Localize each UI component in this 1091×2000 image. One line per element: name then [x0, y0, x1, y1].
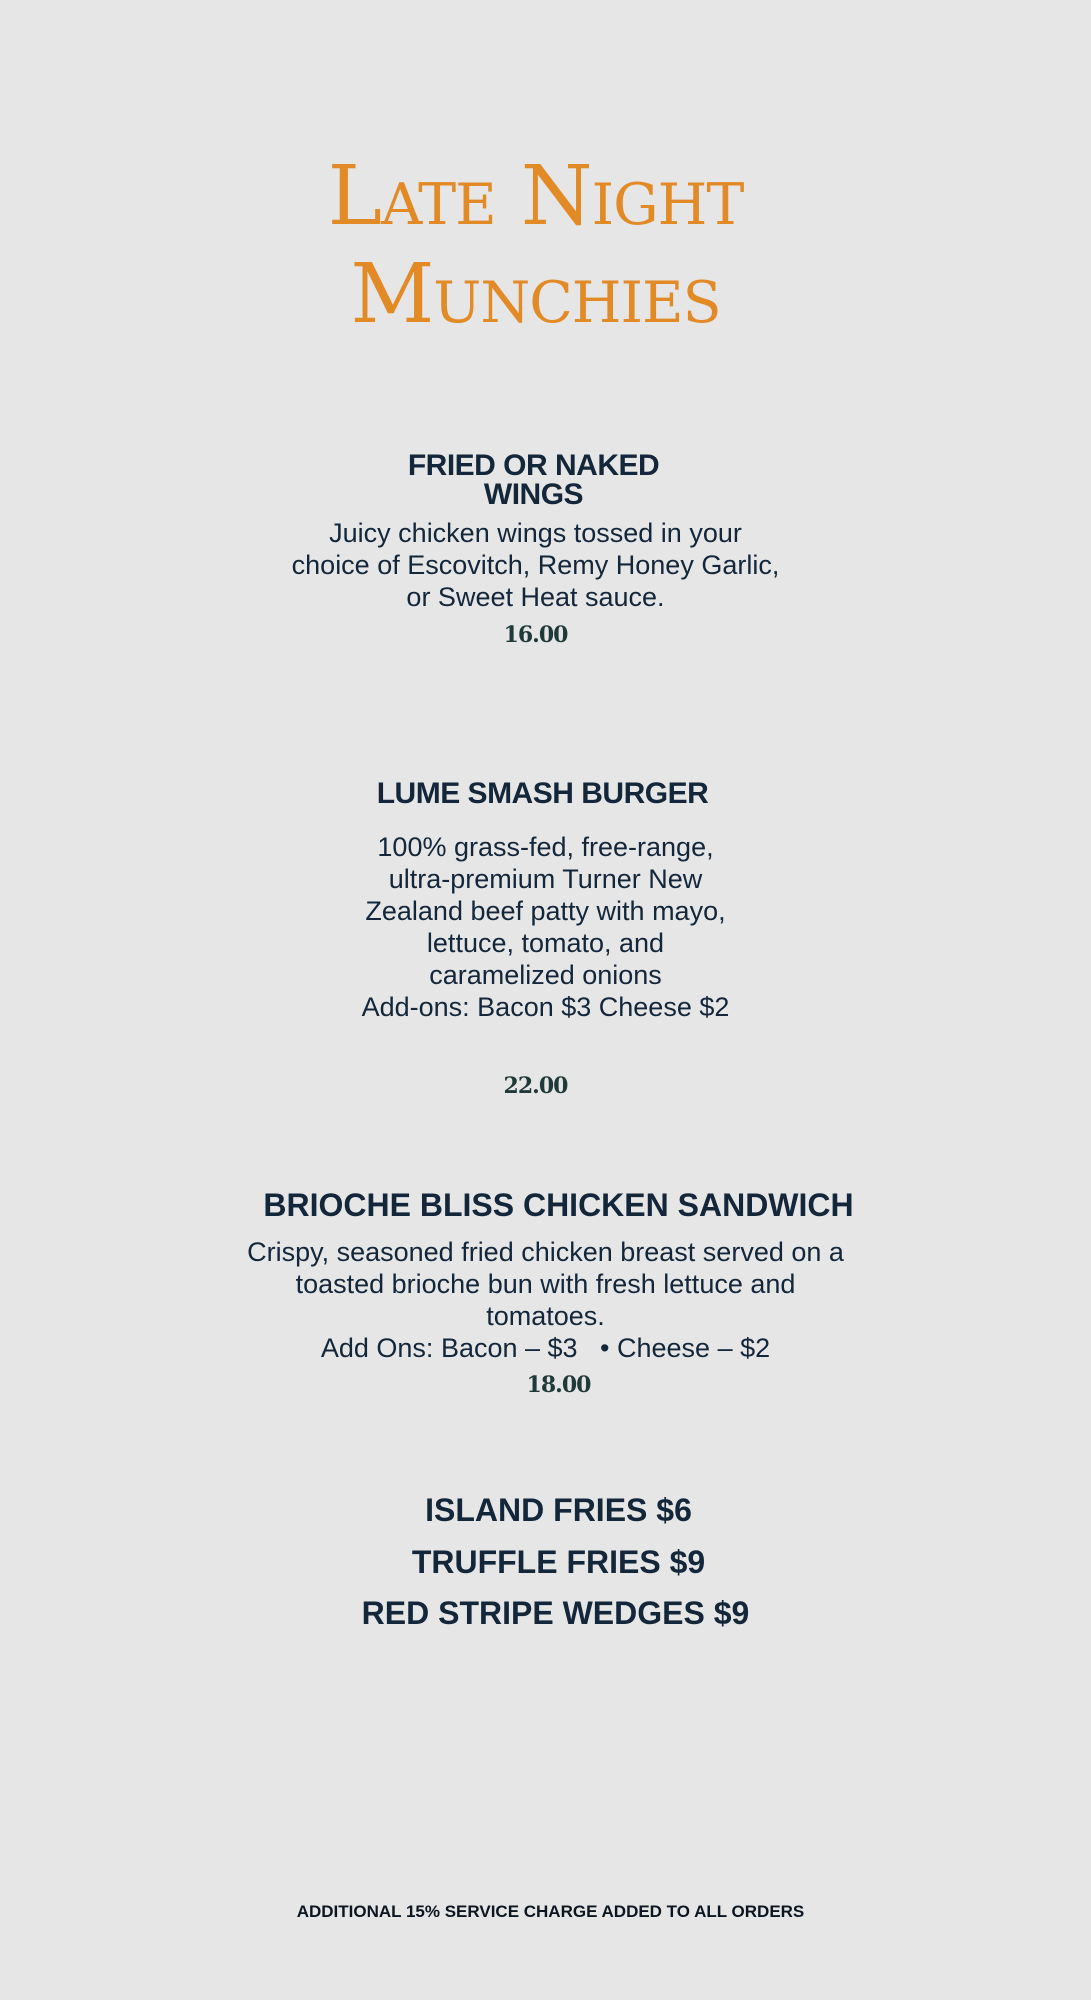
item-price-burger: 22.00	[503, 1073, 568, 1099]
description-line: 100% grass-fed, free-range,	[377, 832, 714, 862]
description-line: Add Ons: Bacon – $3 • Cheese – $2	[320, 1333, 771, 1363]
item-name-burger: LUME SMASH BURGER	[376, 777, 709, 810]
item-price-wings: 16.00	[503, 622, 568, 648]
side-item-truffle-fries: TRUFFLE FRIES $9	[411, 1544, 706, 1580]
item-description-wings	[0, 517, 1081, 613]
description-line: Juicy chicken wings tossed in your	[329, 518, 742, 548]
description-line: toasted brioche bun with fresh lettuce and	[295, 1269, 796, 1299]
side-item-red-stripe-wedges: RED STRIPE WEDGES $9	[361, 1595, 750, 1631]
description-line: choice of Escovitch, Remy Honey Garlic,	[291, 550, 780, 580]
description-line: lettuce, tomato, and	[426, 928, 665, 958]
item-name-wings-line-2: WINGS	[483, 478, 584, 511]
item-description-sandwich	[0, 1236, 1091, 1364]
description-line: ultra-premium Turner New	[388, 864, 703, 894]
menu-title-line-2: Munchies	[350, 247, 721, 342]
description-line: caramelized onions	[429, 960, 662, 990]
service-charge-note: ADDITIONAL 15% SERVICE CHARGE ADDED TO ALL ORDERS	[296, 1902, 805, 1921]
description-line: Add-ons: Bacon $3 Cheese $2	[361, 992, 730, 1022]
item-name-sandwich: BRIOCHE BLISS CHICKEN SANDWICH	[263, 1187, 854, 1223]
item-price-sandwich: 18.00	[526, 1372, 591, 1398]
item-name-wings	[0, 451, 1079, 509]
item-description-burger	[0, 831, 1091, 1023]
item-name-wings-line-1: FRIED OR NAKED	[407, 449, 660, 482]
side-item-island-fries: ISLAND FRIES $6	[425, 1492, 692, 1528]
menu-title-line-1: Late Night	[327, 149, 744, 244]
description-line: tomatoes.	[486, 1301, 605, 1331]
description-line: Zealand beef patty with mayo,	[365, 896, 726, 926]
menu-title	[0, 148, 1081, 344]
description-line: or Sweet Heat sauce.	[406, 582, 665, 612]
description-line: Crispy, seasoned fried chicken breast served on a	[247, 1237, 844, 1267]
